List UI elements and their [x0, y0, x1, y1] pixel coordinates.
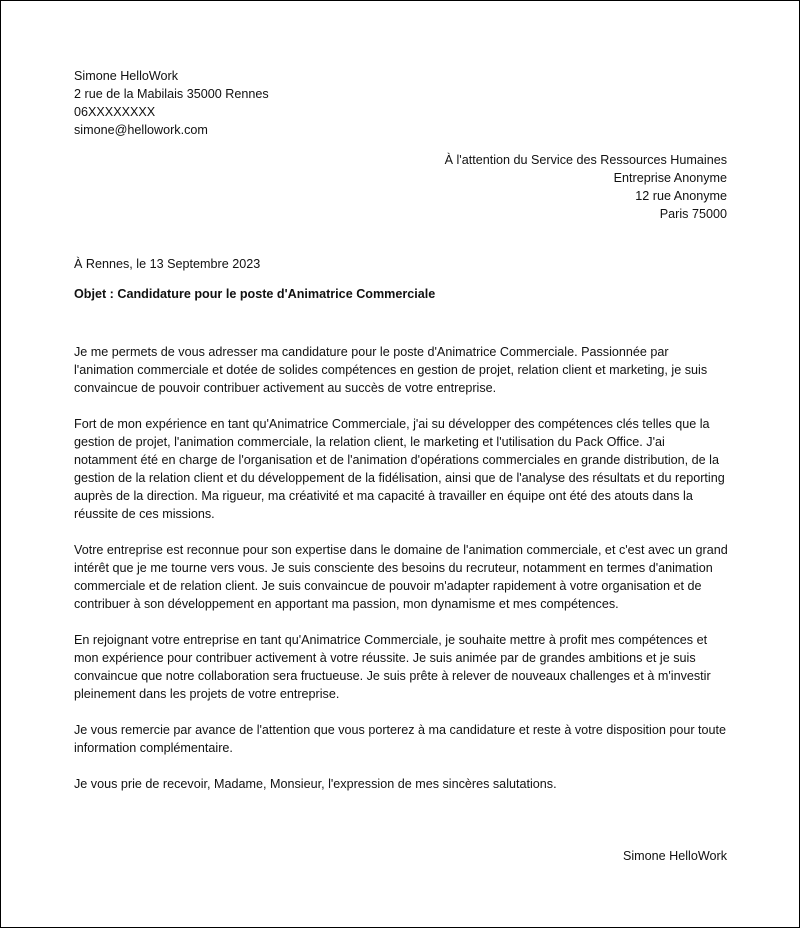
signature: Simone HelloWork [622, 849, 727, 863]
body-paragraph-6: Je vous prie de recevoir, Madame, Monsieur, l'expression de mes sincères salutations. [74, 777, 557, 791]
sender-email: simone@hellowork.com [74, 123, 208, 137]
body-paragraph-3: Votre entreprise est reconnue pour son expertise dans le domaine de l'animation commerciale, et c'est avec un grand intérêt que je me tourne vers vous. Je suis consciente des besoins du recruteur, notamment en termes d'animation commerciale et de relation client. Je suis convaincue de pouvoir m'adapter rapidement à votre organisation et de contribuer à son développement en apportant ma passion, mon dynamisme et mes compétences. [74, 543, 728, 611]
body-paragraph-1: Je me permets de vous adresser ma candidature pour le poste d'Animatrice Commerciale. Passionnée par l'animation commerciale et dotée de solides compétences en gestion de projet, relation client et marketing, je suis convaincue de pouvoir contribuer activement au succès de votre entreprise. [74, 345, 708, 395]
date-line: À Rennes, le 13 Septembre 2023 [74, 257, 261, 271]
sender-block [74, 67, 269, 139]
sender-address: 2 rue de la Mabilais 35000 Rennes [74, 87, 269, 101]
body-paragraph-5: Je vous remercie par avance de l'attention que vous porterez à ma candidature et reste à votre disposition pour toute information complémentaire. [74, 723, 727, 755]
recipient-street: 12 rue Anonyme [635, 189, 727, 203]
body-paragraph-4: En rejoignant votre entreprise en tant qu'Animatrice Commerciale, je souhaite mettre à profit mes compétences et mon expérience pour contribuer activement à votre réussite. Je suis animée par de grandes ambitions et je suis convaincue que notre collaboration sera fructueuse. Je suis prête à relever de nouveaux challenges et à m'investir pleinement dans les projets de votre entreprise. [74, 633, 711, 701]
letter-body [74, 343, 730, 811]
recipient-attention: À l'attention du Service des Ressources Humaines [444, 153, 727, 167]
body-paragraph-2: Fort de mon expérience en tant qu'Animatrice Commerciale, j'ai su développer des compétences clés telles que la gestion de projet, l'animation commerciale, la relation client, le marketing et l'utilisation du Pack Office. J'ai notamment été en charge de l'organisation et de l'animation d'opérations commerciales en grande distribution, de la gestion de la relation client et du développement de la fidélisation, ainsi que de l'analyse des résultats et du reporting auprès de la direction. Ma rigueur, ma créativité et ma capacité à travailler en équipe ont été des atouts dans la réussite de ces missions. [74, 417, 725, 521]
recipient-block [445, 151, 727, 223]
sender-phone: 06XXXXXXXX [74, 105, 156, 119]
recipient-company: Entreprise Anonyme [613, 171, 727, 185]
recipient-city: Paris 75000 [659, 207, 727, 221]
sender-name: Simone HelloWork [74, 69, 179, 83]
subject-line: Objet : Candidature pour le poste d'Animatrice Commerciale [74, 287, 436, 301]
